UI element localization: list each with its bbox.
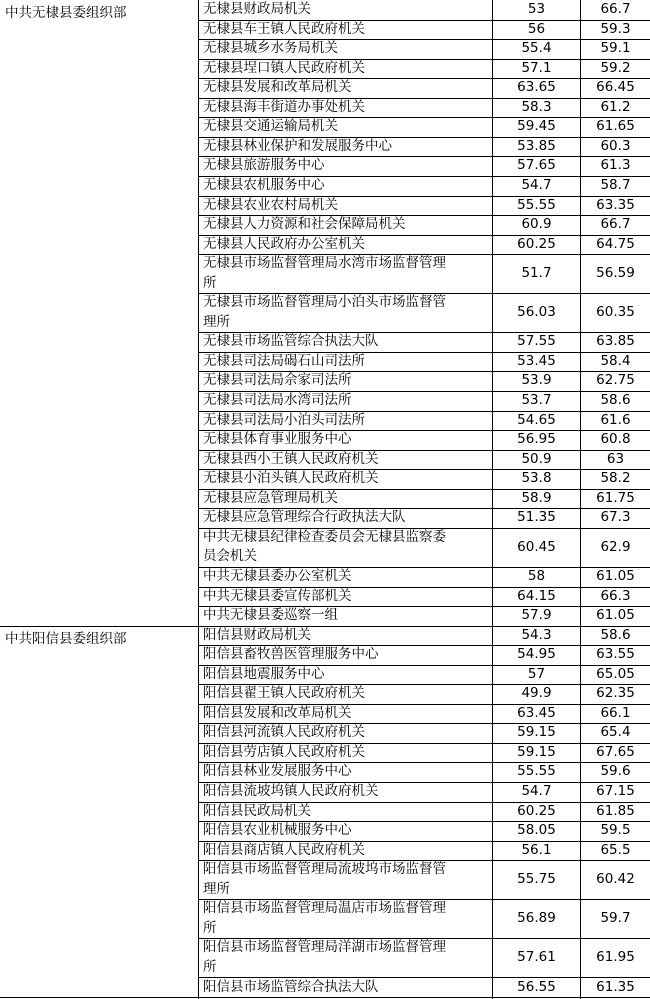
row-divider	[198, 98, 650, 99]
table-cell-score-a: 57.1	[521, 59, 552, 76]
table-cell-score-a: 53.85	[517, 137, 556, 154]
table-cell-score-a: 56.95	[517, 431, 556, 448]
table-cell-score-b: 59.2	[600, 59, 631, 76]
unit-name: 阳信县发展和改革局机关	[203, 704, 352, 721]
table-cell-score-b: 63	[606, 450, 625, 467]
table-cell-score-a: 64.15	[517, 587, 556, 604]
column-divider	[580, 0, 581, 999]
row-divider	[198, 196, 650, 197]
table-cell-unit	[199, 587, 492, 607]
table-cell-score-b: 67.65	[596, 743, 635, 760]
table-cell-score-a: 54.95	[517, 646, 556, 663]
row-divider	[198, 899, 650, 900]
table-cell-unit	[199, 0, 492, 20]
table-cell-unit	[199, 782, 492, 802]
table-cell-score-b: 65.4	[600, 724, 631, 741]
unit-name: 中共无棣县委宣传部机关	[203, 587, 352, 604]
table-cell-score-a: 53.9	[521, 372, 552, 389]
unit-name: 中共无棣县委办公室机关	[203, 567, 352, 584]
table-cell-unit	[199, 39, 492, 59]
table-cell-score-a: 58.05	[517, 822, 556, 839]
table-cell-score-b: 62.75	[596, 372, 635, 389]
row-divider	[198, 176, 650, 177]
table-cell-unit	[199, 841, 492, 861]
table-cell-score-b: 59.5	[600, 822, 631, 839]
table-cell-score-a: 57.55	[517, 333, 556, 350]
table-cell-score-a: 55.4	[521, 40, 552, 57]
table-cell-unit	[199, 332, 492, 352]
table-cell-unit	[199, 98, 492, 118]
table-cell-score-b: 58.2	[600, 470, 631, 487]
table-cell-score-b: 67.15	[596, 783, 635, 800]
table-cell-score-b: 61.2	[600, 98, 631, 115]
table-cell-score-b: 58.4	[600, 352, 631, 369]
table-cell-unit	[199, 567, 492, 587]
column-divider	[492, 0, 493, 999]
table-cell-department: 中共阳信县委组织部	[5, 630, 127, 647]
row-divider	[198, 860, 650, 861]
unit-name: 无棣县人力资源和社会保障局机关	[203, 216, 406, 233]
table-cell-score-a: 56.55	[517, 978, 556, 995]
row-divider	[198, 665, 650, 666]
unit-name: 无棣县应急管理局机关	[203, 489, 338, 506]
table-cell-unit	[199, 156, 492, 176]
unit-name: 无棣县体育事业服务中心	[203, 431, 352, 448]
unit-name-continued: 员会机关	[203, 548, 257, 565]
table-cell-unit	[199, 626, 492, 646]
unit-name: 中共无棣县纪律检查委员会无棣县监察委	[203, 528, 446, 545]
table-cell-score-b: 59.1	[600, 40, 631, 57]
table-cell-score-a: 63.65	[517, 79, 556, 96]
unit-name: 阳信县商店镇人民政府机关	[203, 841, 365, 858]
table-cell-score-b: 67.3	[600, 509, 631, 526]
unit-name: 无棣县人民政府办公室机关	[203, 235, 365, 252]
row-divider	[198, 743, 650, 744]
unit-name: 阳信县畜牧兽医管理服务中心	[203, 646, 379, 663]
table-cell-score-b: 66.1	[600, 704, 631, 721]
table-cell-unit	[199, 371, 492, 391]
table-cell-score-a: 58	[527, 567, 546, 584]
table-cell-score-a: 54.7	[521, 176, 552, 193]
table-cell-unit	[199, 489, 492, 509]
unit-name: 阳信县地震服务中心	[203, 665, 325, 682]
table-cell-score-b: 66.45	[596, 79, 635, 96]
unit-name: 阳信县民政局机关	[203, 802, 311, 819]
table-cell-unit	[199, 684, 492, 704]
unit-name: 无棣县旅游服务中心	[203, 157, 325, 174]
row-divider	[198, 20, 650, 21]
unit-name-continued: 所	[203, 958, 217, 975]
table-cell-score-b: 62.9	[600, 538, 631, 555]
unit-name: 无棣县农机服务中心	[203, 176, 325, 193]
table-cell-score-a: 53.45	[517, 352, 556, 369]
table-cell-unit	[199, 938, 492, 977]
table-cell-score-a: 60.25	[517, 235, 556, 252]
unit-name-continued: 理所	[203, 880, 230, 897]
row-divider	[198, 841, 650, 842]
unit-name: 无棣县司法局碣石山司法所	[203, 352, 365, 369]
row-divider	[198, 567, 650, 568]
unit-name: 无棣县市场监管综合执法大队	[203, 333, 379, 350]
unit-name-continued: 所	[203, 274, 217, 291]
row-divider	[198, 235, 650, 236]
unit-name: 阳信县翟王镇人民政府机关	[203, 685, 365, 702]
unit-name: 无棣县小泊头镇人民政府机关	[203, 470, 379, 487]
unit-name: 无棣县交通运输局机关	[203, 118, 338, 135]
column-divider	[198, 0, 199, 999]
row-divider	[198, 59, 650, 60]
row-divider	[198, 332, 650, 333]
unit-name: 无棣县司法局小泊头司法所	[203, 411, 365, 428]
table-cell-score-a: 53.7	[521, 392, 552, 409]
row-divider	[198, 723, 650, 724]
table-cell-unit	[199, 899, 492, 938]
unit-name-continued: 理所	[203, 313, 230, 330]
table-cell-score-a: 59.45	[517, 118, 556, 135]
unit-name-continued: 所	[203, 919, 217, 936]
table-cell-score-a: 57.9	[521, 607, 552, 624]
row-divider	[198, 254, 650, 255]
table-cell-unit	[199, 802, 492, 822]
table-cell-score-a: 55.75	[517, 870, 556, 887]
table-cell-score-a: 56	[527, 20, 546, 37]
unit-name: 阳信县流坡坞镇人民政府机关	[203, 783, 379, 800]
table-cell-unit	[199, 528, 492, 567]
table-cell-score-a: 60.45	[517, 538, 556, 555]
unit-name: 无棣县财政局机关	[203, 1, 311, 18]
row-divider	[198, 489, 650, 490]
table-cell-unit	[199, 293, 492, 332]
row-divider	[198, 137, 650, 138]
table-cell-score-b: 60.35	[596, 304, 635, 321]
table-cell-score-b: 61.6	[600, 411, 631, 428]
table-cell-unit	[199, 176, 492, 196]
unit-name: 无棣县车王镇人民政府机关	[203, 20, 365, 37]
table-cell-unit	[199, 978, 492, 998]
table-cell-score-a: 58.3	[521, 98, 552, 115]
table-cell-unit	[199, 645, 492, 665]
row-divider	[0, 997, 650, 998]
row-divider	[198, 371, 650, 372]
table-cell-unit	[199, 215, 492, 235]
table-cell-score-a: 56.89	[517, 910, 556, 927]
table-cell-unit	[199, 821, 492, 841]
table-cell-score-b: 58.6	[600, 392, 631, 409]
table-cell-score-a: 60.9	[521, 216, 552, 233]
table-cell-score-b: 59.7	[600, 910, 631, 927]
row-divider	[198, 587, 650, 588]
table-cell-department: 中共无棣县委组织部	[5, 5, 127, 21]
row-divider	[198, 762, 650, 763]
table-cell-unit	[199, 762, 492, 782]
table-cell-score-b: 66.7	[600, 216, 631, 233]
row-divider	[198, 293, 650, 294]
unit-name: 无棣县司法局佘家司法所	[203, 372, 352, 389]
unit-name: 阳信县财政局机关	[203, 626, 311, 643]
table-cell-score-a: 49.9	[521, 685, 552, 702]
row-divider	[198, 802, 650, 803]
table-cell-score-a: 58.9	[521, 489, 552, 506]
table-cell-unit	[199, 391, 492, 411]
unit-name: 阳信县市场监管综合执法大队	[203, 978, 379, 995]
table-cell-score-b: 63.55	[596, 646, 635, 663]
table-cell-score-b: 61.95	[596, 949, 635, 966]
table-cell-score-b: 65.5	[600, 841, 631, 858]
table-cell-score-b: 59.6	[600, 763, 631, 780]
unit-name: 阳信县市场监督管理局温店市场监督管理	[203, 900, 446, 917]
table-cell-score-b: 66.3	[600, 587, 631, 604]
table-cell-unit	[199, 704, 492, 724]
table-cell-score-b: 60.8	[600, 431, 631, 448]
table-cell-unit	[199, 665, 492, 685]
table-cell-unit	[199, 78, 492, 98]
unit-name: 无棣县埕口镇人民政府机关	[203, 59, 365, 76]
table-cell-unit	[199, 117, 492, 137]
row-divider	[198, 704, 650, 705]
table-cell-score-a: 60.25	[517, 802, 556, 819]
table-cell-score-b: 60.3	[600, 137, 631, 154]
unit-name: 无棣县市场监督管理局水湾市场监督管理	[203, 255, 446, 272]
table-cell-unit	[199, 743, 492, 763]
table-cell-unit	[199, 469, 492, 489]
table-cell-score-b: 65.05	[596, 665, 635, 682]
row-divider	[198, 117, 650, 118]
table-cell-score-a: 57	[527, 665, 546, 682]
row-divider	[198, 156, 650, 157]
unit-name: 阳信县市场监督管理局流坡坞市场监督管	[203, 861, 446, 878]
table-cell-score-b: 56.59	[596, 264, 635, 281]
table-cell-score-a: 54.3	[521, 626, 552, 643]
table-cell-unit	[199, 352, 492, 372]
row-divider	[198, 821, 650, 822]
row-divider	[198, 39, 650, 40]
unit-name: 无棣县西小王镇人民政府机关	[203, 450, 379, 467]
table-cell-score-a: 56.1	[521, 841, 552, 858]
table-cell-unit	[199, 196, 492, 216]
unit-name: 阳信县农业机械服务中心	[203, 822, 352, 839]
table-cell-score-b: 61.35	[596, 978, 635, 995]
table-cell-score-a: 53.8	[521, 470, 552, 487]
unit-name: 阳信县劳店镇人民政府机关	[203, 743, 365, 760]
table-cell-unit	[199, 430, 492, 450]
unit-name: 阳信县河流镇人民政府机关	[203, 724, 365, 741]
table-cell-score-b: 60.42	[596, 870, 635, 887]
table-cell-unit	[199, 723, 492, 743]
row-divider	[198, 215, 650, 216]
unit-name: 无棣县市场监督管理局小泊头市场监督管	[203, 294, 446, 311]
table-cell-score-a: 63.45	[517, 704, 556, 721]
table-cell-score-b: 61.65	[596, 118, 635, 135]
row-divider	[198, 684, 650, 685]
table-cell-score-b: 61.75	[596, 489, 635, 506]
table-cell-unit	[199, 254, 492, 293]
table-cell-score-a: 55.55	[517, 763, 556, 780]
table-cell-score-a: 59.15	[517, 743, 556, 760]
table-cell-score-a: 57.65	[517, 157, 556, 174]
unit-name: 无棣县城乡水务局机关	[203, 40, 338, 57]
row-divider	[198, 469, 650, 470]
table-cell-score-a: 51.7	[521, 264, 552, 281]
row-divider	[198, 977, 650, 978]
unit-name: 中共无棣县委巡察一组	[203, 607, 338, 624]
unit-name: 阳信县林业发展服务中心	[203, 763, 352, 780]
table-cell-score-b: 58.6	[600, 626, 631, 643]
table-cell-unit	[199, 137, 492, 157]
table-cell-score-a: 53	[527, 1, 546, 18]
row-divider	[198, 391, 650, 392]
table-cell-unit	[199, 860, 492, 899]
row-divider	[198, 508, 650, 509]
row-divider	[198, 450, 650, 451]
table-cell-score-a: 50.9	[521, 450, 552, 467]
table-cell-unit	[199, 450, 492, 470]
table-cell-score-b: 61.3	[600, 157, 631, 174]
unit-name: 无棣县司法局水湾司法所	[203, 392, 352, 409]
unit-name: 无棣县应急管理综合行政执法大队	[203, 509, 406, 526]
table-cell-score-b: 62.35	[596, 685, 635, 702]
table-cell-unit	[199, 20, 492, 40]
table-cell-score-a: 54.65	[517, 411, 556, 428]
table-cell-score-b: 58.7	[600, 176, 631, 193]
unit-name: 阳信县市场监督管理局洋湖市场监督管理	[203, 939, 446, 956]
table-cell-score-b: 61.05	[596, 567, 635, 584]
table-cell-score-b: 63.85	[596, 333, 635, 350]
row-divider	[198, 78, 650, 79]
table-cell-score-b: 61.05	[596, 607, 635, 624]
table-cell-score-a: 54.7	[521, 783, 552, 800]
table-cell-unit	[199, 59, 492, 79]
table-cell-score-b: 61.85	[596, 802, 635, 819]
table-cell-score-a: 57.61	[517, 949, 556, 966]
table-cell-score-a: 56.03	[517, 304, 556, 321]
row-divider	[198, 606, 650, 607]
unit-name: 无棣县农业农村局机关	[203, 196, 338, 213]
table-cell-unit	[199, 508, 492, 528]
row-divider	[198, 645, 650, 646]
table-cell-score-b: 64.75	[596, 235, 635, 252]
table-cell-score-a: 55.55	[517, 196, 556, 213]
row-divider	[198, 528, 650, 529]
unit-name: 无棣县海丰街道办事处机关	[203, 98, 365, 115]
table-cell-score-b: 66.7	[600, 1, 631, 18]
unit-name: 无棣县发展和改革局机关	[203, 79, 352, 96]
row-divider	[0, 626, 650, 627]
row-divider	[198, 782, 650, 783]
table-cell-score-b: 63.35	[596, 196, 635, 213]
row-divider	[198, 938, 650, 939]
row-divider	[198, 411, 650, 412]
table-cell-unit	[199, 411, 492, 431]
table-cell-score-b: 59.3	[600, 20, 631, 37]
table-cell-unit	[199, 606, 492, 626]
row-divider	[198, 430, 650, 431]
table-cell-score-a: 59.15	[517, 724, 556, 741]
table-cell-unit	[199, 235, 492, 255]
table-cell-score-a: 51.35	[517, 509, 556, 526]
row-divider	[198, 352, 650, 353]
unit-name: 无棣县林业保护和发展服务中心	[203, 137, 392, 154]
